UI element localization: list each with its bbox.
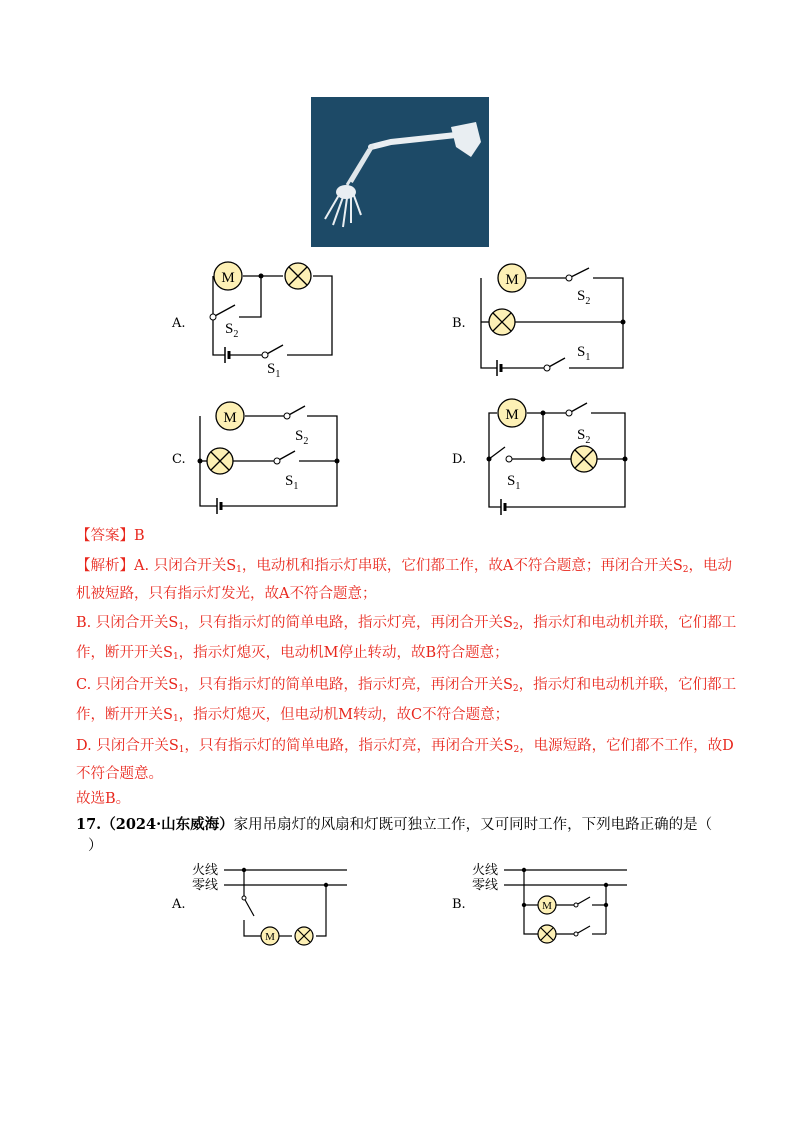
question-source: （2024·山东威海） <box>101 816 234 833</box>
neutral-wire-label: 零线 <box>192 877 219 892</box>
analysis-d-line-1: D. 只闭合开关$S_1$，只有指示灯的简单电路，指示灯亮，再闭合开关$S_2$，电源短路，它们都不工作，故D <box>76 738 734 755</box>
question-text: 家用吊扇灯的风扇和灯既可独立工作，又可同时工作，下列电路正确的是（ <box>233 817 713 833</box>
analysis-conclusion: 故选B。 <box>76 791 131 807</box>
analysis-line-1: 【解析】A. 只闭合开关$S_1$，电动机和指示灯串联，它们都工作，故A不符合题意；再闭合开关$S_2$，电动 <box>76 558 732 575</box>
switch-s1-label: $S_1$ <box>285 473 299 492</box>
analysis-b-line-2: 作，断开开关$S_1$，指示灯熄灭，电动机M停止转动，故B符合题意； <box>76 645 509 662</box>
question-17-line-1 <box>76 815 712 835</box>
neutral-wire-label: 零线 <box>472 877 499 892</box>
motor-label: M <box>265 931 275 943</box>
option-d-label: D. <box>452 452 467 467</box>
switch-s2-label: $S_2$ <box>225 321 239 340</box>
analysis-b-line-1: B. 只闭合开关$S_1$，只有指示灯的简单电路，指示灯亮，再闭合开关$S_2$，指示灯和电动机并联，它们都工 <box>76 615 737 632</box>
switch-s1-label: $S_1$ <box>577 344 591 363</box>
skeleton-arm-icon <box>311 97 489 247</box>
live-wire-label: 火线 <box>192 862 219 877</box>
answer-line <box>76 526 145 546</box>
motor-label: M <box>505 407 519 423</box>
option-c-label: C. <box>172 452 186 467</box>
analysis-c-line-2: 作，断开开关$S_1$，指示灯熄灭，但电动机M转动，故C不符合题意； <box>76 707 510 724</box>
question-number: 17. <box>76 816 102 833</box>
q17-option-a-label: A. <box>172 897 186 912</box>
motor-label: M <box>505 272 519 288</box>
motor-label: M <box>223 410 237 426</box>
switch-s1-label: $S_1$ <box>507 473 521 492</box>
answer-prefix: 【答案】 <box>76 528 134 544</box>
circuit-diagram-d <box>475 395 635 520</box>
skeleton-arm-figure <box>311 97 489 247</box>
option-a-label: A. <box>172 316 186 331</box>
question-17-close-paren: ） <box>88 838 103 854</box>
motor-label: M <box>221 270 235 286</box>
switch-s1-label: $S_1$ <box>267 361 281 380</box>
switch-s2-label: $S_2$ <box>295 428 309 447</box>
q17-option-b-label: B. <box>452 897 466 912</box>
option-b-label: B. <box>452 316 466 331</box>
motor-label: M <box>542 900 552 912</box>
switch-s2-label: $S_2$ <box>577 427 591 446</box>
analysis-d-line-2: 不符合题意。 <box>76 766 163 782</box>
circuit-diagram-a <box>195 255 340 380</box>
live-wire-label: 火线 <box>472 862 499 877</box>
switch-s2-label: $S_2$ <box>577 288 591 307</box>
circuit-diagram-b <box>475 258 635 383</box>
q17-circuit-diagram-a <box>192 858 352 948</box>
q17-circuit-diagram-b <box>472 858 632 948</box>
circuit-diagram-c <box>195 398 345 523</box>
analysis-line-2: 机被短路，只有指示灯发光，故A不符合题意； <box>76 586 377 602</box>
analysis-c-line-1: C. 只闭合开关$S_1$，只有指示灯的简单电路，指示灯亮，再闭合开关$S_2$，指示灯和电动机并联，它们都工 <box>76 677 737 694</box>
answer-value: B <box>134 528 145 544</box>
